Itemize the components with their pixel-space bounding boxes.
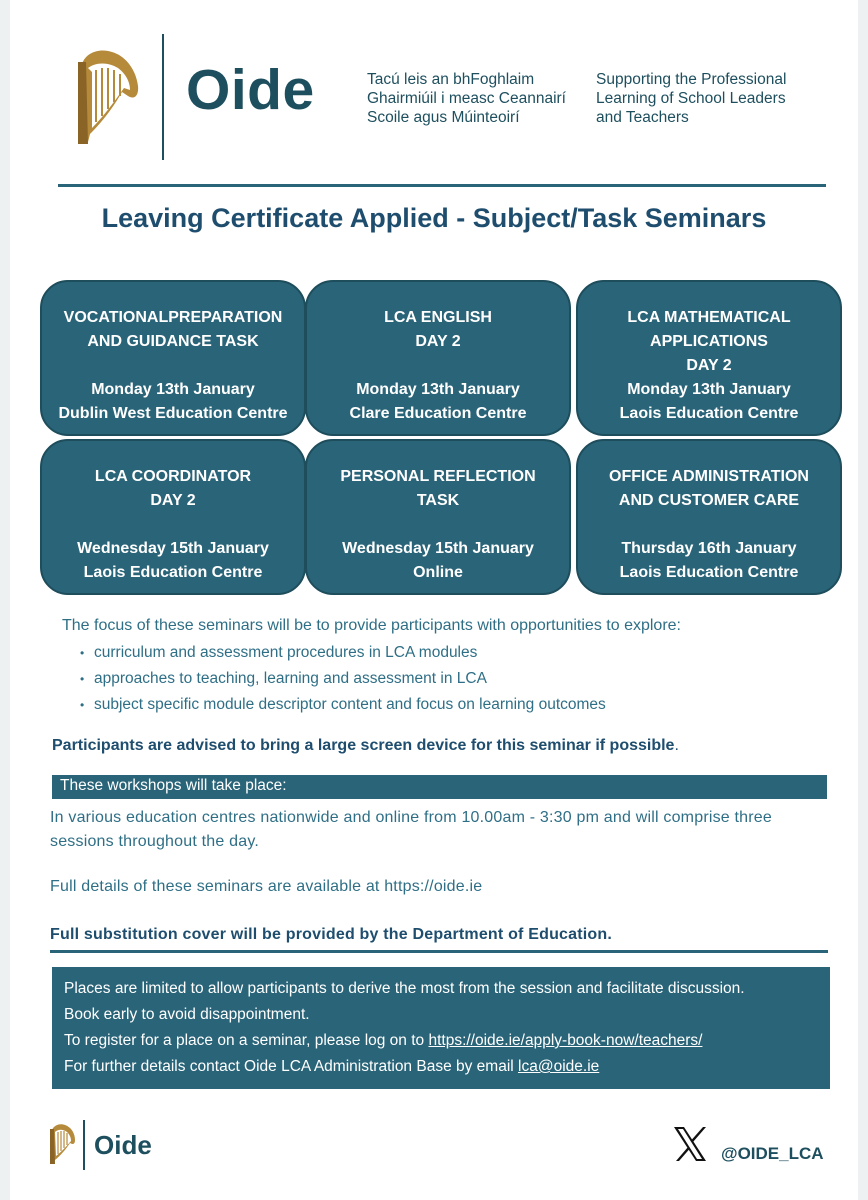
header-divider: [162, 34, 164, 160]
seminar-venue: Laois Education Centre: [619, 564, 799, 581]
tagline-irish-line: Scoile agus Múinteoirí: [367, 109, 520, 126]
workshops-details: In various education centres nationwide and online from 10.00am - 3:30 pm and will comprise three sessions throughout the day.: [50, 809, 773, 850]
seminar-date: Thursday 16th January: [621, 540, 797, 557]
seminar-date: Monday 13th January: [356, 381, 520, 398]
seminar-card: [305, 280, 571, 436]
focus-list-item: • subject specific module descriptor content and focus on learning outcomes: [80, 692, 606, 718]
seminar-venue: Online: [413, 564, 463, 581]
seminar-title: LCA MATHEMATICAL APPLICATIONS DAY 2: [627, 309, 791, 374]
tagline-english-line: Supporting the Professional: [596, 71, 787, 88]
device-advice-text: Participants are advised to bring a large screen device for this seminar if possible: [52, 737, 675, 754]
header-rule: [58, 184, 826, 187]
seminar-venue: Laois Education Centre: [83, 564, 263, 581]
seminar-card: [40, 439, 306, 595]
seminar-title: OFFICE ADMINISTRATION AND CUSTOMER CARE: [609, 468, 809, 509]
seminar-date: Wednesday 15th January: [342, 540, 534, 557]
x-logo-icon[interactable]: [672, 1125, 708, 1163]
device-advice: [52, 737, 679, 755]
seminar-card: [40, 280, 306, 436]
seminar-date: Monday 13th January: [627, 381, 791, 398]
tagline-irish: [367, 70, 566, 127]
seminar-date: Wednesday 15th January: [77, 540, 269, 557]
workshops-band: These workshops will take place:: [52, 775, 827, 799]
tagline-english: [596, 70, 786, 127]
seminar-title: LCA COORDINATOR DAY 2: [94, 468, 252, 509]
full-details-text: Full details of these seminars are available at https://oide.ie: [50, 878, 483, 895]
social-handle[interactable]: @OIDE_LCA: [721, 1144, 824, 1163]
seminar-venue: Laois Education Centre: [619, 405, 799, 422]
contact-prefix: For further details contact Oide LCA Administration Base by email: [64, 1058, 519, 1075]
section-rule: [50, 950, 828, 953]
contact-email-link[interactable]: lca@oide.ie: [518, 1058, 600, 1075]
footer-divider: [83, 1120, 85, 1170]
focus-list-item: • curriculum and assessment procedures in LCA modules: [80, 640, 606, 666]
tagline-irish-line: Tacú leis an bhFoghlaim: [367, 71, 535, 88]
substitution-notice: Full substitution cover will be provided by the Department of Education.: [50, 926, 613, 943]
seminar-title: PERSONAL REFLECTION TASK: [340, 468, 536, 509]
seminar-venue: Clare Education Centre: [349, 405, 527, 422]
flyer-page: [10, 0, 858, 1200]
seminar-title: VOCATIONALPREPARATION AND GUIDANCE TASK: [63, 309, 283, 350]
seminar-date: Monday 13th January: [91, 381, 255, 398]
registration-info-box: [52, 967, 830, 1089]
seminar-card: [305, 439, 571, 595]
register-line: [64, 1028, 830, 1054]
tagline-english-line: Learning of School Leaders: [596, 90, 786, 107]
focus-list: [80, 640, 606, 718]
seminar-title: LCA ENGLISH DAY 2: [384, 309, 492, 350]
focus-list-item: • approaches to teaching, learning and assessment in LCA: [80, 666, 606, 692]
page-title: Leaving Certificate Applied - Subject/Task Seminars: [101, 203, 767, 233]
device-advice-period: .: [674, 737, 679, 754]
info-line: Places are limited to allow participants to derive the most from the session and facilitate discussion.: [64, 980, 745, 997]
seminar-card: [576, 439, 842, 595]
footer-brand-wordmark: Oide: [94, 1130, 152, 1160]
brand-wordmark: Oide: [186, 58, 315, 122]
harp-logo-icon: [68, 46, 142, 150]
footer-harp-icon: [46, 1122, 76, 1166]
tagline-irish-line: Ghairmiúil i measc Ceannairí: [367, 90, 566, 107]
focus-intro: The focus of these seminars will be to provide participants with opportunities to explore:: [62, 617, 681, 634]
contact-line: [64, 1054, 830, 1080]
info-line: Book early to avoid disappointment.: [64, 1006, 310, 1023]
tagline-english-line: and Teachers: [596, 109, 689, 126]
register-prefix: To register for a place on a seminar, please log on to: [64, 1032, 429, 1049]
seminar-card: [576, 280, 842, 436]
seminar-venue: Dublin West Education Centre: [58, 405, 288, 422]
register-link[interactable]: https://oide.ie/apply-book-now/teachers/: [428, 1032, 703, 1049]
